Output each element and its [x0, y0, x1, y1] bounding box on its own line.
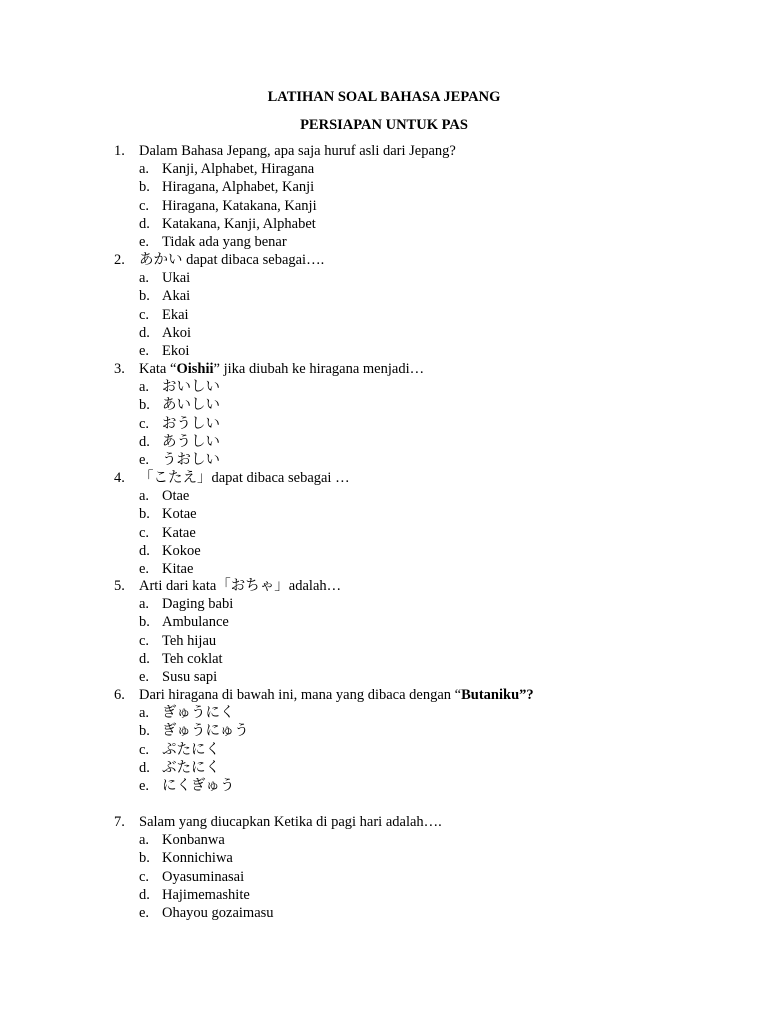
- option-e: [0, 451, 768, 469]
- option-letter: b.: [139, 506, 150, 523]
- option-a: [0, 269, 768, 287]
- option-b: [0, 505, 768, 523]
- option-letter: b.: [139, 397, 150, 414]
- question-4: [0, 469, 768, 578]
- option-text: Susu sapi: [162, 668, 218, 685]
- option-letter: d.: [139, 542, 150, 559]
- question-stem: [0, 813, 768, 831]
- option-text: Ekoi: [162, 342, 190, 359]
- option-text: Akai: [162, 288, 191, 305]
- question-2: [0, 251, 768, 360]
- question-text: 「こたえ」dapat dibaca sebagai …: [139, 470, 350, 486]
- option-text: Kanji, Alphabet, Hiragana: [162, 161, 315, 178]
- option-d: [0, 886, 768, 904]
- option-b: [0, 287, 768, 305]
- option-e: [0, 668, 768, 686]
- option-letter: d.: [139, 650, 150, 667]
- option-b: [0, 613, 768, 631]
- option-text: Akoi: [162, 324, 191, 341]
- document-title: LATIHAN SOAL BAHASA JEPANG: [267, 89, 501, 105]
- option-letter: c.: [139, 524, 150, 541]
- option-text: にくぎゅう: [162, 777, 235, 794]
- option-d: [0, 215, 768, 233]
- option-a: [0, 378, 768, 396]
- question-text: Dalam Bahasa Jepang, apa saja huruf asli dari Jepang?: [139, 143, 456, 159]
- option-text: Katakana, Kanji, Alphabet: [162, 215, 316, 232]
- question-number: 4.: [114, 470, 125, 486]
- question-text: Kata “Oishii” jika diubah ke hiragana menjadi…: [139, 361, 425, 377]
- option-d: [0, 650, 768, 668]
- option-b: [0, 178, 768, 196]
- option-text: ぶたにく: [162, 759, 220, 776]
- option-letter: a.: [139, 705, 150, 722]
- option-c: [0, 524, 768, 542]
- option-letter: c.: [139, 632, 150, 649]
- option-c: [0, 868, 768, 886]
- option-letter: e.: [139, 342, 150, 359]
- option-letter: c.: [139, 415, 150, 432]
- question-7: [0, 813, 768, 922]
- option-d: [0, 759, 768, 777]
- option-e: [0, 560, 768, 578]
- option-b: [0, 849, 768, 867]
- question-number: 2.: [114, 252, 125, 268]
- option-letter: b.: [139, 850, 150, 867]
- question-stem: [0, 686, 768, 704]
- option-a: [0, 160, 768, 178]
- option-letter: c.: [139, 197, 150, 214]
- option-e: [0, 904, 768, 922]
- option-text: Ukai: [162, 270, 191, 287]
- option-text: ぎゅうにく: [162, 705, 235, 722]
- option-letter: e.: [139, 233, 150, 250]
- option-letter: d.: [139, 324, 150, 341]
- question-number: 1.: [114, 143, 125, 159]
- option-d: [0, 324, 768, 342]
- option-text: Teh hijau: [162, 632, 217, 649]
- option-text: Oyasuminasai: [162, 868, 245, 885]
- option-a: [0, 595, 768, 613]
- option-text: Kitae: [162, 560, 194, 577]
- option-letter: c.: [139, 868, 150, 885]
- option-letter: c.: [139, 306, 150, 323]
- option-letter: d.: [139, 886, 150, 903]
- option-letter: b.: [139, 179, 150, 196]
- option-text: Konbanwa: [162, 832, 225, 849]
- option-text: Tidak ada yang benar: [162, 233, 287, 250]
- option-e: [0, 777, 768, 795]
- question-stem: [0, 577, 768, 595]
- keyword-bold: Butaniku”?: [461, 687, 534, 703]
- option-letter: c.: [139, 741, 150, 758]
- option-letter: d.: [139, 433, 150, 450]
- option-text: Katae: [162, 524, 196, 541]
- option-c: [0, 741, 768, 759]
- question-stem: [0, 251, 768, 269]
- option-text: Konnichiwa: [162, 850, 233, 867]
- option-text: Kotae: [162, 506, 197, 523]
- option-letter: d.: [139, 215, 150, 232]
- question-3: [0, 360, 768, 469]
- question-stem: [0, 360, 768, 378]
- option-letter: e.: [139, 668, 150, 685]
- option-c: [0, 632, 768, 650]
- question-text: あかい dapat dibaca sebagai….: [139, 252, 325, 268]
- option-a: [0, 487, 768, 505]
- option-text: Teh coklat: [162, 650, 223, 667]
- option-b: [0, 396, 768, 414]
- option-letter: a.: [139, 488, 150, 505]
- option-a: [0, 704, 768, 722]
- option-text: Hiragana, Alphabet, Kanji: [162, 179, 315, 196]
- option-c: [0, 197, 768, 215]
- option-letter: b.: [139, 288, 150, 305]
- option-text: Otae: [162, 488, 190, 505]
- option-letter: a.: [139, 270, 150, 287]
- option-text: あいしい: [162, 397, 220, 414]
- option-b: [0, 722, 768, 740]
- option-letter: d.: [139, 759, 150, 776]
- option-text: おうしい: [162, 415, 220, 432]
- option-text: Kokoe: [162, 542, 201, 559]
- question-6: [0, 686, 768, 795]
- option-c: [0, 415, 768, 433]
- document-subtitle: PERSIAPAN UNTUK PAS: [300, 117, 468, 133]
- keyword-bold: Oishii: [176, 361, 214, 377]
- question-stem: [0, 142, 768, 160]
- option-text: あうしい: [162, 433, 220, 450]
- option-text: Hiragana, Katakana, Kanji: [162, 197, 317, 214]
- option-text: ぷたにく: [162, 741, 220, 758]
- option-text: Ohayou gozaimasu: [162, 904, 274, 921]
- question-5: [0, 577, 768, 686]
- option-text: おいしい: [162, 379, 220, 396]
- option-letter: a.: [139, 161, 150, 178]
- question-number: 5.: [114, 578, 125, 594]
- option-text: Hajimemashite: [162, 886, 250, 903]
- option-text: Daging babi: [162, 596, 234, 613]
- option-d: [0, 433, 768, 451]
- option-e: [0, 342, 768, 360]
- option-letter: b.: [139, 614, 150, 631]
- option-letter: e.: [139, 777, 150, 794]
- question-1: [0, 142, 768, 251]
- option-text: Ekai: [162, 306, 189, 323]
- option-letter: a.: [139, 596, 150, 613]
- option-letter: a.: [139, 832, 150, 849]
- option-letter: b.: [139, 723, 150, 740]
- option-text: Ambulance: [162, 614, 229, 631]
- question-number: 3.: [114, 361, 125, 377]
- question-number: 6.: [114, 687, 125, 703]
- option-letter: e.: [139, 904, 150, 921]
- option-text: うおしい: [162, 451, 220, 468]
- question-text: Dari hiragana di bawah ini, mana yang dibaca dengan “Butaniku”?: [139, 687, 534, 703]
- option-text: ぎゅうにゅう: [162, 723, 249, 740]
- option-e: [0, 233, 768, 251]
- option-letter: a.: [139, 379, 150, 396]
- option-letter: e.: [139, 560, 150, 577]
- option-c: [0, 306, 768, 324]
- question-text: Arti dari kata「おちゃ」adalah…: [139, 578, 342, 594]
- question-stem: [0, 469, 768, 487]
- option-d: [0, 542, 768, 560]
- question-text: Salam yang diucapkan Ketika di pagi hari adalah….: [139, 814, 442, 830]
- question-number: 7.: [114, 814, 125, 830]
- option-letter: e.: [139, 451, 150, 468]
- option-a: [0, 831, 768, 849]
